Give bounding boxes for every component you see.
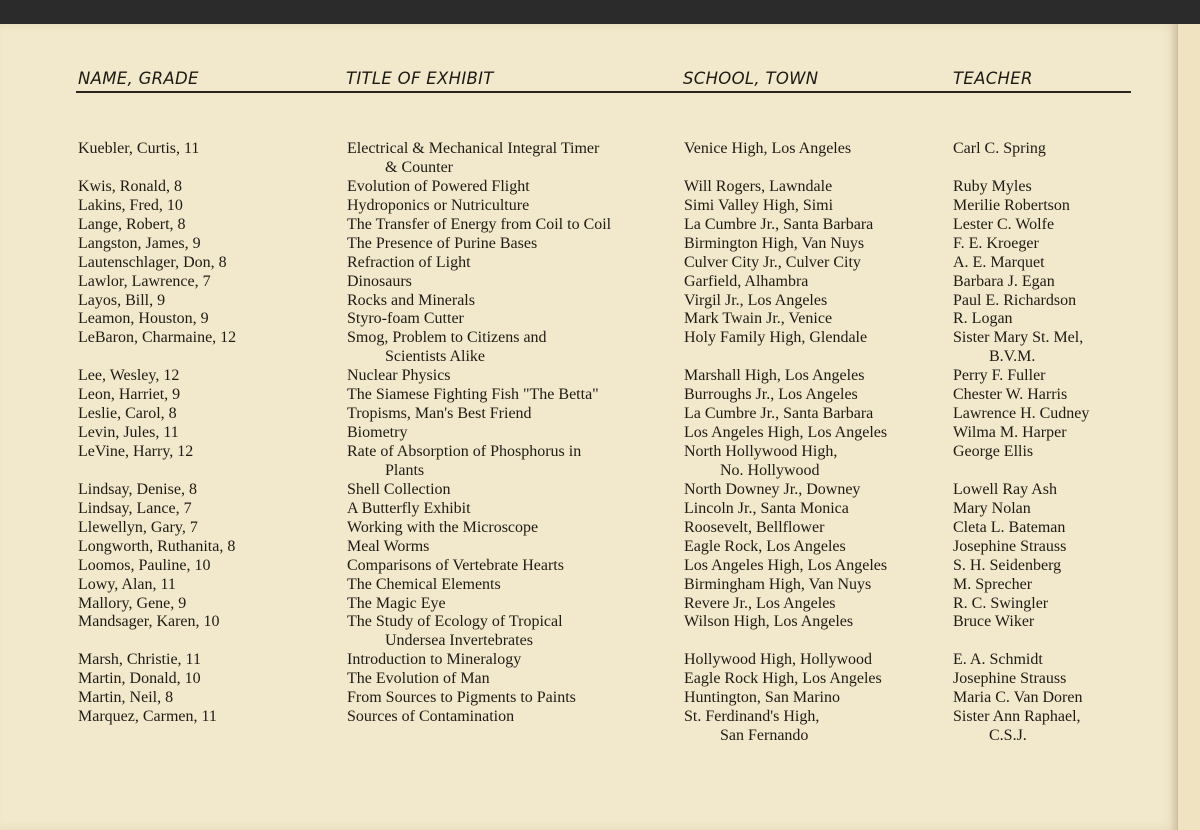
- row-name-grade: Leon, Harriet, 9: [78, 386, 181, 404]
- row-school-town: Huntington, San Marino: [684, 689, 840, 707]
- row-exhibit-title: Sources of Contamination: [347, 708, 515, 726]
- column-school-town: [684, 140, 887, 746]
- row-name-grade: Langston, James, 9: [78, 234, 201, 252]
- row-teacher: Carl C. Spring: [953, 140, 1046, 157]
- row-school-town: North Downey Jr., Downey: [684, 480, 861, 498]
- row-exhibit-title: Rate of Absorption of Phosphorus in: [347, 443, 582, 460]
- row-exhibit-title: Shell Collection: [347, 480, 451, 498]
- row-school-town: Will Rogers, Lawndale: [684, 177, 833, 195]
- row-school-town: Birmington High, Van Nuys: [684, 234, 865, 252]
- row-teacher: Perry F. Fuller: [953, 367, 1046, 385]
- row-teacher: Josephine Strauss: [953, 537, 1067, 555]
- row-exhibit-title: Comparisons of Vertebrate Hearts: [347, 556, 564, 574]
- row-name-grade: LeVine, Harry, 12: [78, 443, 194, 460]
- row-teacher: Josephine Strauss: [953, 670, 1067, 688]
- row-school-town: Burroughs Jr., Los Angeles: [684, 386, 858, 404]
- row-school-town: Virgil Jr., Los Angeles: [684, 291, 828, 309]
- row-exhibit-title: The Evolution of Man: [347, 670, 490, 688]
- row-name-grade: Loomos, Pauline, 10: [78, 556, 211, 574]
- header-teacher: TEACHER: [953, 69, 1033, 88]
- row-exhibit-title: Tropisms, Man's Best Friend: [347, 405, 532, 423]
- row-name-grade: Longworth, Ruthanita, 8: [78, 537, 236, 555]
- row-school-town: Eagle Rock High, Los Angeles: [684, 670, 882, 688]
- row-name-grade: LeBaron, Charmaine, 12: [78, 329, 237, 347]
- row-spacer: [78, 727, 236, 746]
- row-spacer: [78, 159, 236, 178]
- row-exhibit-title: Smog, Problem to Citizens and: [347, 329, 547, 347]
- row-name-grade: Levin, Jules, 11: [78, 424, 179, 442]
- row-name-grade: Leamon, Houston, 9: [78, 310, 209, 328]
- row-exhibit-title: The Transfer of Energy from Coil to Coil: [347, 215, 612, 233]
- row-teacher: E. A. Schmidt: [953, 651, 1043, 669]
- row-name-grade: Marsh, Christie, 11: [78, 651, 201, 669]
- row-teacher: Merilie Robertson: [953, 196, 1070, 214]
- row-school-town: Wilson High, Los Angeles: [684, 613, 854, 631]
- row-school-town: Venice High, Los Angeles: [684, 140, 852, 157]
- row-school-town: St. Ferdinand's High,: [684, 708, 820, 726]
- row-school-town: Los Angeles High, Los Angeles: [684, 556, 888, 574]
- column-name-grade: [78, 140, 236, 746]
- header-name-grade: NAME, GRADE: [78, 69, 199, 88]
- row-exhibit-title: Electrical & Mechanical Integral Timer: [347, 140, 600, 157]
- row-name-grade: Lee, Wesley, 12: [78, 367, 180, 385]
- row-spacer: [953, 462, 1089, 481]
- row-exhibit-title: Undersea Invertebrates: [385, 632, 533, 650]
- row-school-town: Revere Jr., Los Angeles: [684, 594, 836, 612]
- row-teacher: M. Sprecher: [953, 575, 1033, 593]
- row-exhibit-title: Evolution of Powered Flight: [347, 177, 530, 195]
- row-teacher: Ruby Myles: [953, 177, 1032, 195]
- row-exhibit-title: Rocks and Minerals: [347, 291, 475, 309]
- row-school-town: Birmingham High, Van Nuys: [684, 575, 872, 593]
- row-exhibit-title: Meal Worms: [347, 537, 430, 555]
- row-exhibit-title: Biometry: [347, 424, 408, 442]
- row-name-grade: Lange, Robert, 8: [78, 215, 186, 233]
- row-spacer: [684, 632, 887, 651]
- row-exhibit-title: Working with the Microscope: [347, 518, 539, 536]
- column-teacher: [953, 140, 1089, 746]
- row-exhibit-title: The Magic Eye: [347, 594, 446, 612]
- row-teacher: Lawrence H. Cudney: [953, 405, 1090, 423]
- row-spacer: [953, 159, 1089, 178]
- row-teacher: C.S.J.: [989, 727, 1027, 745]
- header-school-town: SCHOOL, TOWN: [683, 69, 819, 88]
- row-teacher: Sister Mary St. Mel,: [953, 329, 1084, 347]
- row-school-town: No. Hollywood: [720, 461, 820, 479]
- row-exhibit-title: Nuclear Physics: [347, 367, 451, 385]
- row-school-town: Mark Twain Jr., Venice: [684, 310, 833, 328]
- row-name-grade: Martin, Donald, 10: [78, 670, 201, 688]
- row-name-grade: Lowy, Alan, 11: [78, 575, 176, 593]
- row-exhibit-title: The Siamese Fighting Fish "The Betta": [347, 386, 599, 404]
- row-exhibit-title: & Counter: [385, 158, 453, 176]
- row-name-grade: Mandsager, Karen, 10: [78, 613, 220, 631]
- row-school-town: Eagle Rock, Los Angeles: [684, 537, 846, 555]
- row-name-grade: Marquez, Carmen, 11: [78, 708, 217, 726]
- row-name-grade: Llewellyn, Gary, 7: [78, 518, 198, 536]
- row-teacher: R. C. Swingler: [953, 594, 1049, 612]
- row-exhibit-title: Scientists Alike: [385, 348, 485, 366]
- row-name-grade: Lindsay, Lance, 7: [78, 499, 192, 517]
- row-teacher: Cleta L. Bateman: [953, 518, 1066, 536]
- row-name-grade: Kwis, Ronald, 8: [78, 177, 182, 195]
- row-teacher: Sister Ann Raphael,: [953, 708, 1081, 726]
- row-name-grade: Lawlor, Lawrence, 7: [78, 272, 211, 290]
- row-exhibit-title: Hydroponics or Nutriculture: [347, 196, 530, 214]
- row-school-town: Holy Family High, Glendale: [684, 329, 868, 347]
- row-school-town: Simi Valley High, Simi: [684, 196, 834, 214]
- row-school-town: Culver City Jr., Culver City: [684, 253, 861, 271]
- row-school-town: Los Angeles High, Los Angeles: [684, 424, 888, 442]
- row-teacher: Maria C. Van Doren: [953, 689, 1083, 707]
- row-school-town: Marshall High, Los Angeles: [684, 367, 865, 385]
- row-name-grade: Lakins, Fred, 10: [78, 196, 183, 214]
- row-name-grade: Lindsay, Denise, 8: [78, 480, 197, 498]
- row-school-town: Hollywood High, Hollywood: [684, 651, 872, 669]
- column-title-of-exhibit: [347, 140, 611, 746]
- row-teacher: A. E. Marquet: [953, 253, 1045, 271]
- row-teacher: Paul E. Richardson: [953, 291, 1077, 309]
- row-exhibit-title: Plants: [385, 461, 425, 479]
- row-teacher: B.V.M.: [989, 348, 1036, 366]
- row-teacher: Chester W. Harris: [953, 386, 1068, 404]
- row-exhibit-title: The Presence of Purine Bases: [347, 234, 538, 252]
- row-exhibit-title: Styro-foam Cutter: [347, 310, 464, 328]
- right-page-edge: [1177, 24, 1200, 830]
- row-name-grade: Lautenschlager, Don, 8: [78, 253, 227, 271]
- row-exhibit-title: Refraction of Light: [347, 253, 471, 271]
- row-exhibit-title: The Chemical Elements: [347, 575, 501, 593]
- row-spacer: [78, 632, 236, 651]
- row-teacher: Barbara J. Egan: [953, 272, 1055, 290]
- row-name-grade: Martin, Neil, 8: [78, 689, 174, 707]
- row-spacer: [347, 727, 611, 746]
- row-spacer: [953, 632, 1089, 651]
- row-name-grade: Mallory, Gene, 9: [78, 594, 187, 612]
- row-school-town: Garfield, Alhambra: [684, 272, 809, 290]
- row-exhibit-title: A Butterfly Exhibit: [347, 499, 471, 517]
- header-rule: [76, 91, 1131, 93]
- row-name-grade: Leslie, Carol, 8: [78, 405, 177, 423]
- row-school-town: La Cumbre Jr., Santa Barbara: [684, 215, 874, 233]
- row-school-town: Roosevelt, Bellflower: [684, 518, 825, 536]
- row-teacher: Mary Nolan: [953, 499, 1031, 517]
- row-school-town: San Fernando: [720, 727, 809, 745]
- header-title-of-exhibit: TITLE OF EXHIBIT: [346, 69, 494, 88]
- row-spacer: [684, 348, 887, 367]
- row-teacher: Bruce Wiker: [953, 613, 1035, 631]
- row-school-town: North Hollywood High,: [684, 443, 838, 460]
- row-teacher: George Ellis: [953, 443, 1034, 460]
- row-exhibit-title: The Study of Ecology of Tropical: [347, 613, 563, 631]
- row-spacer: [78, 348, 236, 367]
- row-school-town: Lincoln Jr., Santa Monica: [684, 499, 849, 517]
- row-exhibit-title: Dinosaurs: [347, 272, 412, 290]
- row-teacher: S. H. Seidenberg: [953, 556, 1062, 574]
- row-spacer: [684, 159, 887, 178]
- row-exhibit-title: From Sources to Pigments to Paints: [347, 689, 576, 707]
- row-spacer: [78, 462, 236, 481]
- row-teacher: F. E. Kroeger: [953, 234, 1039, 252]
- row-school-town: La Cumbre Jr., Santa Barbara: [684, 405, 874, 423]
- row-teacher: Lowell Ray Ash: [953, 480, 1057, 498]
- row-exhibit-title: Introduction to Mineralogy: [347, 651, 522, 669]
- row-name-grade: Kuebler, Curtis, 11: [78, 140, 200, 157]
- row-teacher: R. Logan: [953, 310, 1013, 328]
- row-name-grade: Layos, Bill, 9: [78, 291, 166, 309]
- row-teacher: Lester C. Wolfe: [953, 215, 1055, 233]
- row-teacher: Wilma M. Harper: [953, 424, 1067, 442]
